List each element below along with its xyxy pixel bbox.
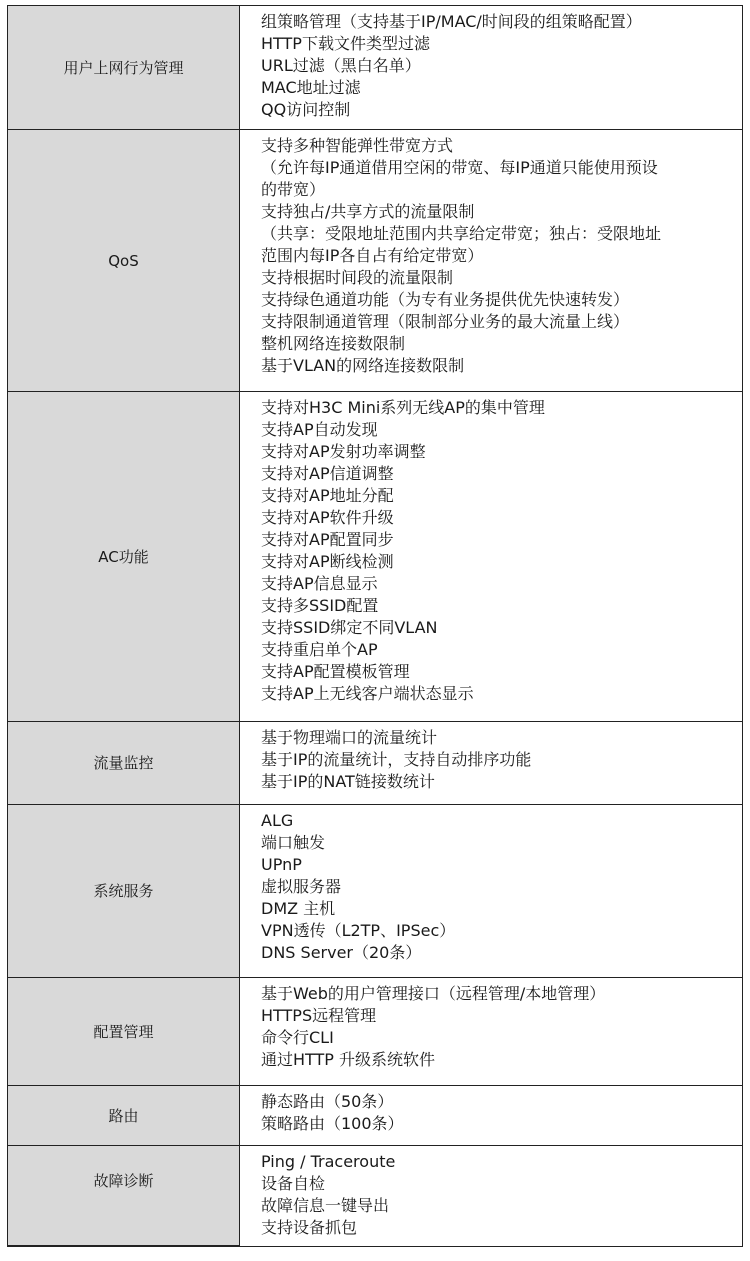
feature-line: 策略路由（100条） bbox=[261, 1114, 404, 1133]
features-cell bbox=[240, 392, 743, 722]
feature-line: 支持设备抓包 bbox=[261, 1218, 358, 1237]
feature-line: 静态路由（50条） bbox=[261, 1092, 394, 1111]
category-cell: AC功能 bbox=[8, 392, 240, 722]
features-cell bbox=[240, 978, 743, 1086]
category-cell: 路由 bbox=[8, 1086, 240, 1146]
feature-line: 支持对H3C Mini系列无线AP的集中管理 bbox=[261, 398, 545, 417]
feature-line: 支持绿色通道功能（为专有业务提供优先快速转发） bbox=[261, 290, 630, 309]
feature-line: URL过滤（黑白名单） bbox=[261, 56, 421, 75]
spec-table bbox=[7, 5, 743, 1246]
category-cell: 流量监控 bbox=[8, 722, 240, 805]
feature-line: 支持对AP断线检测 bbox=[261, 552, 394, 571]
spec-table-body bbox=[8, 6, 743, 1246]
feature-line: 支持SSID绑定不同VLAN bbox=[261, 618, 438, 637]
category-cell: 系统服务 bbox=[8, 805, 240, 978]
feature-line: 支持AP配置模板管理 bbox=[261, 662, 410, 681]
feature-line: 基于VLAN的网络连接数限制 bbox=[261, 356, 465, 375]
feature-line: 支持AP上无线客户端状态显示 bbox=[261, 684, 474, 703]
table-row bbox=[8, 1086, 743, 1146]
feature-line: 支持AP自动发现 bbox=[261, 420, 378, 439]
table-row bbox=[8, 392, 743, 722]
feature-line: 虚拟服务器 bbox=[261, 877, 342, 896]
features-cell bbox=[240, 6, 743, 130]
feature-line: 整机网络连接数限制 bbox=[261, 334, 406, 353]
feature-line: 支持重启单个AP bbox=[261, 640, 378, 659]
table-row bbox=[8, 6, 743, 130]
feature-line: 支持对AP软件升级 bbox=[261, 508, 394, 527]
feature-line: 基于IP的NAT链接数统计 bbox=[261, 772, 435, 791]
feature-line: 支持对AP配置同步 bbox=[261, 530, 394, 549]
feature-line: 端口触发 bbox=[261, 833, 326, 852]
category-cell: 故障诊断 bbox=[8, 1146, 240, 1246]
features-cell bbox=[240, 130, 743, 392]
feature-line: DMZ 主机 bbox=[261, 899, 336, 918]
table-row bbox=[8, 130, 743, 392]
feature-line: HTTPS远程管理 bbox=[261, 1006, 377, 1025]
feature-line: 通过HTTP 升级系统软件 bbox=[261, 1050, 436, 1069]
feature-line: ALG bbox=[261, 811, 294, 830]
table-row bbox=[8, 805, 743, 978]
feature-line: DNS Server（20条） bbox=[261, 943, 422, 962]
table-row bbox=[8, 978, 743, 1086]
table-row bbox=[8, 722, 743, 805]
features-cell bbox=[240, 1086, 743, 1146]
feature-line: 基于Web的用户管理接口（远程管理/本地管理） bbox=[261, 984, 606, 1003]
category-cell: 用户上网行为管理 bbox=[8, 6, 240, 130]
feature-line: 支持对AP地址分配 bbox=[261, 486, 394, 505]
feature-line: 设备自检 bbox=[261, 1174, 326, 1193]
features-cell bbox=[240, 805, 743, 978]
feature-line: 基于IP的流量统计，支持自动排序功能 bbox=[261, 750, 532, 769]
feature-line: VPN透传（L2TP、IPSec） bbox=[261, 921, 456, 940]
feature-line: 支持对AP信道调整 bbox=[261, 464, 394, 483]
feature-line: 故障信息一键导出 bbox=[261, 1196, 390, 1215]
feature-line: （共享：受限地址范围内共享给定带宽；独占：受限地址 bbox=[261, 224, 662, 243]
category-cell: 配置管理 bbox=[8, 978, 240, 1086]
feature-line: UPnP bbox=[261, 855, 302, 874]
feature-line: 范围内每IP各自占有给定带宽） bbox=[261, 246, 484, 265]
feature-line: 支持对AP发射功率调整 bbox=[261, 442, 426, 461]
feature-line: 支持限制通道管理（限制部分业务的最大流量上线） bbox=[261, 312, 630, 331]
feature-line: HTTP下载文件类型过滤 bbox=[261, 34, 430, 53]
feature-line: MAC地址过滤 bbox=[261, 78, 361, 97]
feature-line: 命令行CLI bbox=[261, 1028, 334, 1047]
feature-line: 支持根据时间段的流量限制 bbox=[261, 268, 454, 287]
feature-line: 基于物理端口的流量统计 bbox=[261, 728, 438, 747]
table-row bbox=[8, 1146, 743, 1246]
feature-line: Ping / Traceroute bbox=[261, 1152, 396, 1171]
feature-line: 支持多种智能弹性带宽方式 bbox=[261, 136, 454, 155]
feature-line: QQ访问控制 bbox=[261, 100, 351, 119]
table-bottom-border bbox=[7, 1246, 743, 1247]
feature-line: 支持AP信息显示 bbox=[261, 574, 378, 593]
category-cell: QoS bbox=[8, 130, 240, 392]
features-cell bbox=[240, 722, 743, 805]
feature-line: 支持独占/共享方式的流量限制 bbox=[261, 202, 475, 221]
features-cell bbox=[240, 1146, 743, 1246]
feature-line: （允许每IP通道借用空闲的带宽、每IP通道只能使用预设 bbox=[261, 158, 658, 177]
feature-line: 支持多SSID配置 bbox=[261, 596, 379, 615]
feature-line: 组策略管理（支持基于IP/MAC/时间段的组策略配置） bbox=[261, 12, 642, 31]
feature-line: 的带宽） bbox=[261, 180, 326, 199]
